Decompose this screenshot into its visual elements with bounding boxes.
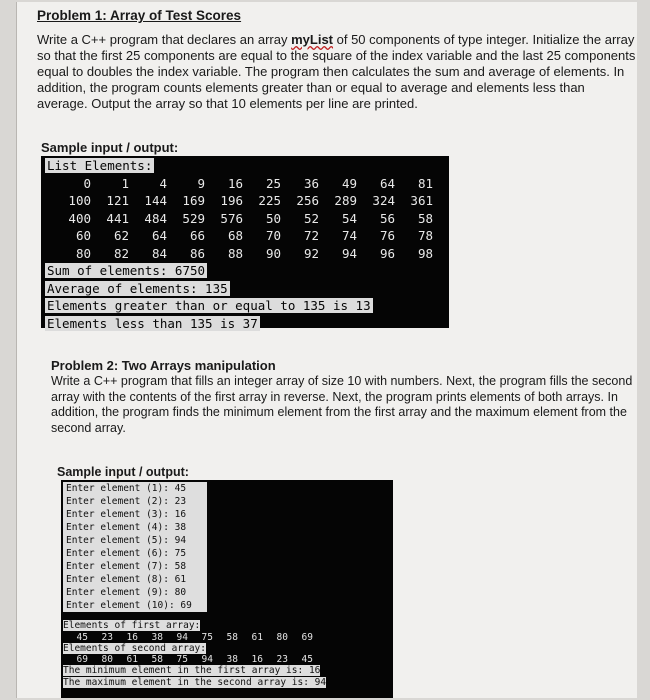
grid-cell: 66 xyxy=(189,228,205,243)
entry-line: Enter element (5): 94 xyxy=(66,535,187,546)
array-value: 38 xyxy=(151,631,163,643)
array-value: 61 xyxy=(126,654,138,665)
grid-cell: 74 xyxy=(341,228,357,243)
grid-cell: 62 xyxy=(113,228,129,243)
grid-cell: 84 xyxy=(151,245,167,261)
grid-cell: 58 xyxy=(417,210,433,226)
entry-line: Enter element (2): 23 xyxy=(66,496,187,507)
grid-cell: 68 xyxy=(227,228,243,243)
problem1-description xyxy=(37,32,637,112)
grid-cell: 64 xyxy=(379,175,395,191)
grid-cell: 94 xyxy=(341,245,357,261)
grid-cell: 64 xyxy=(151,228,167,243)
problem2-description: Write a C++ program that fills an integer array of size 10 with numbers. Next, the program fills the second array with the contents of the first array in reverse. Next, the program prints elements of both arrays. In addition, the program finds the minimum element from the first array and the maximum element from the second array. xyxy=(51,374,633,435)
array-value: 94 xyxy=(201,654,213,665)
problem1-sample-label: Sample input / output: xyxy=(41,140,179,155)
grid-cell: 100 xyxy=(68,193,91,208)
entry-line: Enter element (3): 16 xyxy=(66,509,187,520)
grid-cell: 0 xyxy=(83,175,91,191)
entry-line: Enter element (7): 58 xyxy=(66,561,187,572)
grid-cell: 70 xyxy=(265,228,281,243)
second-array-label: Elements of second array: xyxy=(63,642,206,654)
grid-cell: 324 xyxy=(372,193,395,208)
sum-line: Sum of elements: 6750 xyxy=(47,263,206,278)
desc-text: Write a C++ program that declares an array xyxy=(37,32,292,47)
grid-cell: 25 xyxy=(265,175,281,191)
grid-row xyxy=(53,245,449,263)
average-line: Average of elements: 135 xyxy=(47,280,228,296)
array-value: 16 xyxy=(126,631,138,643)
entry-line: Enter element (4): 38 xyxy=(66,522,187,533)
document-page xyxy=(16,2,637,698)
grid-row xyxy=(53,210,449,228)
grid-cell: 225 xyxy=(258,193,281,208)
element-grid xyxy=(53,175,449,263)
grid-cell: 169 xyxy=(182,193,205,208)
grid-cell: 60 xyxy=(75,228,91,243)
grid-cell: 81 xyxy=(417,175,433,191)
input-entries xyxy=(63,482,207,612)
grid-cell: 196 xyxy=(220,193,243,208)
array-value: 23 xyxy=(101,631,113,643)
array-value: 45 xyxy=(76,631,88,643)
terminal-header: List Elements: xyxy=(47,158,153,173)
second-array-values xyxy=(63,654,389,665)
problem2-title: Problem 2: Two Arrays manipulation xyxy=(51,358,276,373)
grid-cell: 529 xyxy=(182,210,205,226)
array-value: 75 xyxy=(176,654,188,665)
array-value: 80 xyxy=(276,631,288,643)
grid-cell: 121 xyxy=(106,193,129,208)
grid-cell: 72 xyxy=(303,228,319,243)
grid-cell: 576 xyxy=(220,210,243,226)
entry-line: Enter element (6): 75 xyxy=(66,548,187,559)
grid-cell: 86 xyxy=(189,245,205,261)
grid-cell: 1 xyxy=(121,175,129,191)
grid-cell: 96 xyxy=(379,245,395,261)
first-array-label: Elements of first array: xyxy=(63,620,201,631)
entry-line: Enter element (10): 69 xyxy=(66,600,192,611)
array-name: myList xyxy=(291,32,334,47)
array-value: 16 xyxy=(251,654,263,665)
array-value: 61 xyxy=(251,631,263,643)
output-block xyxy=(63,620,389,688)
array-value: 58 xyxy=(226,631,238,643)
grid-cell: 52 xyxy=(303,210,319,226)
grid-cell: 54 xyxy=(341,210,357,226)
problem2-terminal xyxy=(61,480,393,698)
problem1-terminal xyxy=(41,156,449,331)
array-value: 45 xyxy=(301,654,313,665)
grid-cell: 36 xyxy=(303,175,319,191)
array-value: 80 xyxy=(101,654,113,665)
grid-cell: 256 xyxy=(296,193,319,208)
array-value: 58 xyxy=(151,654,163,665)
first-array-values xyxy=(63,632,389,643)
array-value: 23 xyxy=(276,654,288,665)
maximum-line: The maximum element in the second array is: 94 xyxy=(63,676,327,688)
grid-cell: 56 xyxy=(379,210,395,226)
grid-row xyxy=(53,227,449,245)
array-value: 75 xyxy=(201,631,213,643)
grid-cell: 98 xyxy=(417,245,433,261)
array-value: 69 xyxy=(301,631,313,643)
grid-row xyxy=(53,192,449,210)
desc-text: of 50 components of type integer. Initialize the array so that the first 25 components are equal to the square of the index variable and the last 25 components equal to doubles the index variable. The program then calculates the sum and average of elements. In addition, the program counts elements greater than or equal to average and elements less than average. Output the array so that 10 elements per line are printed. xyxy=(37,32,636,111)
grid-cell: 361 xyxy=(410,193,433,208)
grid-cell: 4 xyxy=(159,175,167,191)
grid-cell: 9 xyxy=(197,175,205,191)
grid-cell: 90 xyxy=(265,245,281,261)
grid-cell: 80 xyxy=(75,245,91,261)
grid-row xyxy=(53,175,449,193)
grid-cell: 92 xyxy=(303,245,319,261)
grid-cell: 88 xyxy=(227,245,243,261)
array-value: 69 xyxy=(76,654,88,665)
grid-cell: 49 xyxy=(341,175,357,191)
grid-cell: 441 xyxy=(106,210,129,226)
grid-cell: 144 xyxy=(144,193,167,208)
grid-cell: 289 xyxy=(334,193,357,208)
entry-line: Enter element (1): 45 xyxy=(66,483,187,494)
problem2-sample-label: Sample input / output: xyxy=(57,465,189,479)
grid-cell: 400 xyxy=(68,210,91,226)
entry-line: Enter element (9): 80 xyxy=(66,587,187,598)
grid-cell: 76 xyxy=(379,228,395,243)
array-value: 38 xyxy=(226,654,238,665)
less-count-line: Elements less than 135 is 37 xyxy=(47,315,258,331)
grid-cell: 82 xyxy=(113,245,129,261)
grid-cell: 16 xyxy=(227,175,243,191)
array-value: 94 xyxy=(176,631,188,643)
grid-cell: 50 xyxy=(265,210,281,226)
minimum-line: The minimum element in the first array is: 16 xyxy=(63,665,321,676)
problem1-title: Problem 1: Array of Test Scores xyxy=(37,8,242,23)
greater-count-line: Elements greater than or equal to 135 is 13 xyxy=(47,298,371,313)
grid-cell: 484 xyxy=(144,210,167,226)
entry-line: Enter element (8): 61 xyxy=(66,574,187,585)
grid-cell: 78 xyxy=(417,228,433,243)
